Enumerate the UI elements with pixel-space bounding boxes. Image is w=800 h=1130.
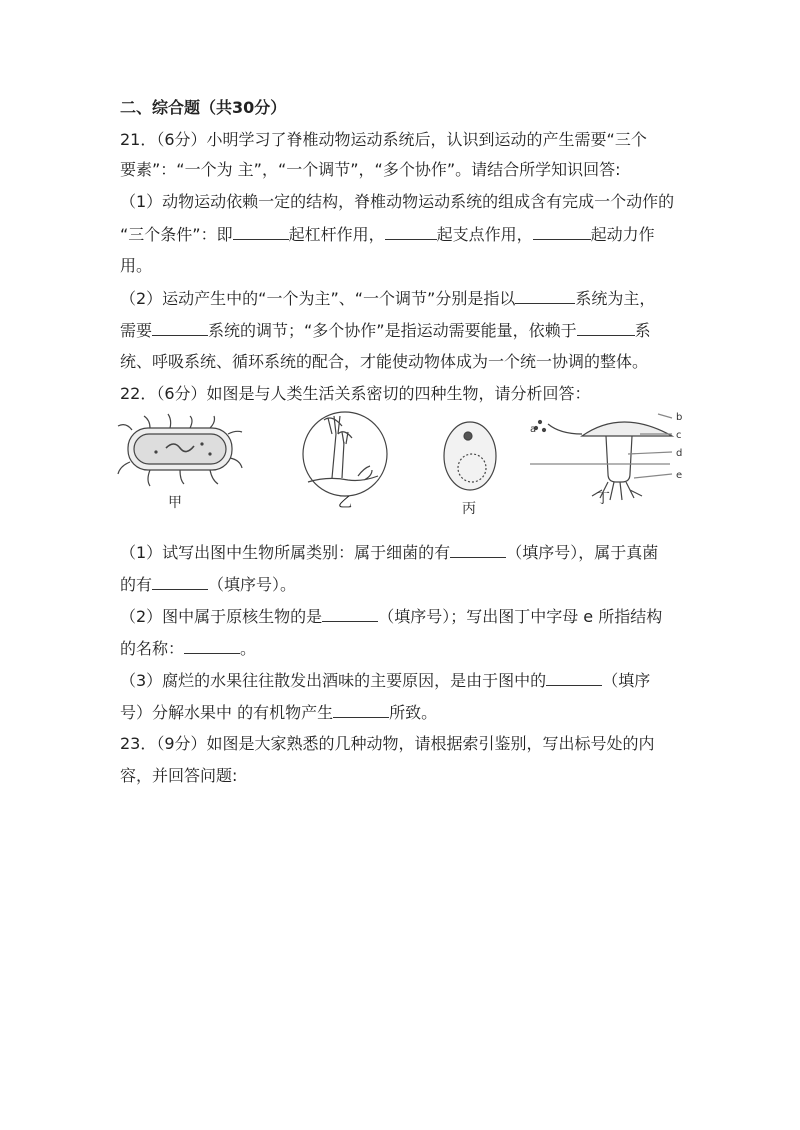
q22-text: 。 <box>240 639 257 658</box>
caption-yi: 乙 <box>338 495 352 511</box>
answer-blank[interactable] <box>152 574 208 590</box>
caption-ding: 丁 <box>596 491 610 507</box>
q21-part1-line-3: 用。 <box>120 256 153 275</box>
q22-part2-line-1 <box>120 606 662 627</box>
label-e: e <box>676 470 683 481</box>
q22-text: （3）腐烂的水果往往散发出酒味的主要原因，是由于图中的 <box>120 671 547 690</box>
label-c: c <box>676 430 682 441</box>
label-d: d <box>676 448 683 459</box>
q22-part1-line-2 <box>120 574 296 595</box>
caption-jia: 甲 <box>168 495 182 511</box>
q21-text: 系 <box>634 321 651 340</box>
caption-bing: 丙 <box>462 501 476 517</box>
section-title: 二、综合题（共30分） <box>120 98 287 117</box>
q22-text: （2）图中属于原核生物的是 <box>120 607 323 626</box>
answer-blank[interactable] <box>546 670 602 686</box>
q22-text: （填序号）；写出图丁中字母 e 所指结构 <box>378 607 663 626</box>
q21-text: 起支点作用， <box>436 225 533 244</box>
q21-part1-line-2 <box>120 224 655 245</box>
q22-part3-line-1 <box>120 670 650 691</box>
q23-intro-line-2: 容，并回答问题: <box>120 766 238 785</box>
yeast-drawing <box>444 422 496 490</box>
organisms-figure <box>110 408 710 520</box>
label-b: b <box>676 412 683 423</box>
q21-text: （2）运动产生中的“一个为主”、“一个调节”分别是指以 <box>120 289 516 308</box>
answer-blank[interactable] <box>184 638 240 654</box>
q22-part3-line-2 <box>120 702 437 723</box>
answer-blank[interactable] <box>533 224 591 240</box>
q21-intro-line-1: 21．（6分）小明学习了脊椎动物运动系统后，认识到运动的产生需要“三个 <box>120 130 647 149</box>
answer-blank[interactable] <box>333 702 389 718</box>
q21-part2-line-2 <box>120 320 651 341</box>
q22-text: 的有 <box>120 575 153 594</box>
q21-part1-line-1: （1）动物运动依赖一定的结构，脊椎动物运动系统的组成含有完成一个动作的 <box>120 192 675 211</box>
q21-intro-line-2: 要素”：“一个为 主”，“一个调节”，“多个协作”。请结合所学知识回答: <box>120 160 621 179</box>
q21-text: 需要 <box>120 321 153 340</box>
q21-part2-line-3: 统、呼吸系统、循环系统的配合，才能使动物体成为一个统一协调的整体。 <box>120 352 649 371</box>
mold-drawing <box>303 412 387 496</box>
answer-blank[interactable] <box>322 606 378 622</box>
answer-blank[interactable] <box>385 224 437 240</box>
q21-text: 系统的调节；“多个协作”是指运动需要能量，依赖于 <box>208 321 577 340</box>
q21-part2-line-1 <box>120 288 655 309</box>
q22-text: （1）试写出图中生物所属类别：属于细菌的有 <box>120 543 451 562</box>
q22-text: （填序号），属于真菌 <box>506 543 659 562</box>
q22-intro: 22．（6分）如图是与人类生活关系密切的四种生物，请分析回答： <box>120 384 591 403</box>
q23-intro-line-1: 23．（9分）如图是大家熟悉的几种动物，请根据索引鉴别，写出标号处的内 <box>120 734 655 753</box>
answer-blank[interactable] <box>577 320 635 336</box>
q22-text: 的名称： <box>120 639 185 658</box>
q22-text: 所致。 <box>389 703 438 722</box>
q21-text: “三个条件”：即 <box>120 225 233 244</box>
q22-part1-line-1 <box>120 542 658 563</box>
q21-text: 起动力作 <box>590 225 655 244</box>
bacterium-drawing <box>118 414 242 486</box>
organisms-drawing <box>110 408 710 520</box>
q22-text: （填序 <box>602 671 651 690</box>
answer-blank[interactable] <box>152 320 208 336</box>
q21-text: 起杠杆作用， <box>288 225 385 244</box>
answer-blank[interactable] <box>233 224 289 240</box>
label-a: a <box>530 424 537 435</box>
q22-text: 号）分解水果中 的有机物产生 <box>120 703 334 722</box>
answer-blank[interactable] <box>515 288 575 304</box>
q22-text: （填序号）。 <box>208 575 297 594</box>
q22-part2-line-2 <box>120 638 256 659</box>
q21-text: 系统为主， <box>575 289 656 308</box>
answer-blank[interactable] <box>450 542 506 558</box>
